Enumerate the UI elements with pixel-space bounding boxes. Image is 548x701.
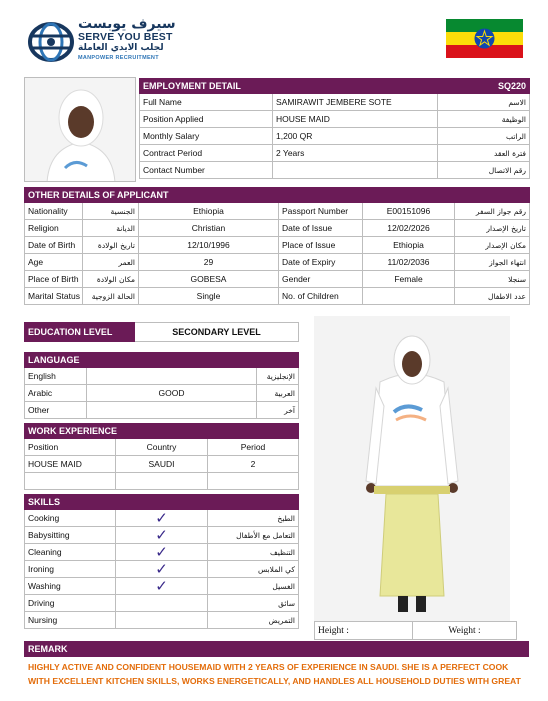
employment-detail-header: EMPLOYMENT DETAIL (140, 79, 438, 94)
field-label: Monthly Salary (140, 128, 273, 145)
table-row (25, 288, 530, 305)
applicant-photo-full (314, 316, 510, 621)
other-details-table (24, 187, 530, 305)
field-label: Position Applied (140, 111, 273, 128)
checkmark-icon: ✓ (155, 560, 168, 578)
field-value: Ethiopia (139, 203, 279, 220)
column-header: Position (25, 439, 116, 456)
education-level-value: SECONDARY LEVEL (135, 323, 299, 342)
field-value: Single (139, 288, 279, 305)
field-label-arabic: الديانة (83, 220, 139, 237)
logo-arabic-name: سيرف يوبست (78, 16, 176, 32)
table-row (25, 237, 530, 254)
field-label-arabic: الاسم (438, 94, 530, 111)
checkmark-icon: ✓ (155, 577, 168, 595)
skill-check-cell (116, 578, 208, 595)
table-row (140, 162, 530, 179)
language-name-arabic: العربية (257, 385, 299, 402)
field-label: Religion (25, 220, 83, 237)
table-row (25, 402, 299, 419)
field-value: E00151096 (363, 203, 455, 220)
field-label-arabic: العمر (83, 254, 139, 271)
measurements-table (314, 621, 517, 640)
remark-text (28, 660, 528, 688)
remark-line: HIGHLY ACTIVE AND CONFIDENT HOUSEMAID WITH 2 YEARS OF EXPERIENCE IN SAUDI. SHE IS A PERFECT COOK (28, 662, 509, 672)
applicant-full-body-image (314, 316, 510, 621)
education-level-label: EDUCATION LEVEL (25, 323, 135, 342)
applicant-photo-small (24, 77, 136, 182)
table-row (140, 145, 530, 162)
reference-code: SQ220 (438, 79, 530, 94)
table-cell (116, 473, 208, 490)
table-row (25, 203, 530, 220)
field-label: Marital Status (25, 288, 83, 305)
language-name-arabic: آخر (257, 402, 299, 419)
field-label: Nationality (25, 203, 83, 220)
language-name-arabic: الإنجليزية (257, 368, 299, 385)
skill-check-cell (116, 561, 208, 578)
table-cell: HOUSE MAID (25, 456, 116, 473)
language-name: Other (25, 402, 87, 419)
field-label: Passport Number (279, 203, 363, 220)
language-header: LANGUAGE (25, 353, 299, 368)
field-value: Ethiopia (363, 237, 455, 254)
skill-name: Nursing (25, 612, 116, 629)
skill-check-cell (116, 612, 208, 629)
remark-line: WITH EXCELLENT KITCHEN SKILLS, WORKS ENERGETICALLY, AND HANDLES ALL HOUSEHOLD DUTIES WITH GREAT (28, 676, 521, 686)
skill-name-arabic: التنظيف (208, 544, 299, 561)
field-value (273, 162, 438, 179)
field-label-arabic: رقم الاتصال (438, 162, 530, 179)
skill-name-arabic: الغسيل (208, 578, 299, 595)
skill-check-cell (116, 595, 208, 612)
field-value: 12/02/2026 (363, 220, 455, 237)
table-row (25, 510, 299, 527)
table-row (25, 254, 530, 271)
field-value: HOUSE MAID (273, 111, 438, 128)
work-experience-table (24, 423, 299, 490)
table-row (25, 544, 299, 561)
skill-name: Ironing (25, 561, 116, 578)
field-value: Christian (139, 220, 279, 237)
table-row (140, 111, 530, 128)
remark-header: REMARK (24, 641, 529, 657)
field-label: Place of Birth (25, 271, 83, 288)
language-level (87, 402, 257, 419)
skill-check-cell (116, 544, 208, 561)
field-label-arabic: تاريخ الإصدار (455, 220, 530, 237)
field-label-arabic: عدد الاطفال (455, 288, 530, 305)
column-header: Country (116, 439, 208, 456)
table-row (25, 527, 299, 544)
other-details-header: OTHER DETAILS OF APPLICANT (25, 188, 530, 203)
height-label: Height : (315, 622, 413, 640)
field-value: 11/02/2036 (363, 254, 455, 271)
language-name: English (25, 368, 87, 385)
field-value: 2 Years (273, 145, 438, 162)
table-row (25, 595, 299, 612)
field-label-arabic: سنجلا (455, 271, 530, 288)
table-row (25, 456, 299, 473)
field-label: Contact Number (140, 162, 273, 179)
field-value: GOBESA (139, 271, 279, 288)
field-label: Full Name (140, 94, 273, 111)
skill-name-arabic: التمريض (208, 612, 299, 629)
skills-header: SKILLS (25, 495, 299, 510)
applicant-portrait-image (25, 78, 136, 182)
skills-table (24, 494, 299, 629)
work-experience-header: WORK EXPERIENCE (25, 424, 299, 439)
logo-english-subtitle: MANPOWER RECRUITMENT (78, 55, 159, 61)
table-row (25, 271, 530, 288)
field-label-arabic: مكان الإصدار (455, 237, 530, 254)
skill-name: Cleaning (25, 544, 116, 561)
field-label: Age (25, 254, 83, 271)
skill-name-arabic: سائق (208, 595, 299, 612)
table-cell (25, 473, 116, 490)
field-label-arabic: رقم جواز السفر (455, 203, 530, 220)
table-row (25, 561, 299, 578)
language-name: Arabic (25, 385, 87, 402)
ethiopia-flag-icon (446, 19, 523, 58)
language-table (24, 352, 299, 419)
field-label-arabic: انتهاء الجواز (455, 254, 530, 271)
field-label: Place of Issue (279, 237, 363, 254)
checkmark-icon: ✓ (155, 509, 168, 527)
table-row (25, 220, 530, 237)
field-value (363, 288, 455, 305)
table-row (25, 578, 299, 595)
field-label-arabic: الراتب (438, 128, 530, 145)
table-header-row (25, 439, 299, 456)
field-label: No. of Children (279, 288, 363, 305)
field-value: 12/10/1996 (139, 237, 279, 254)
skill-name: Cooking (25, 510, 116, 527)
globe-logo-icon (28, 22, 74, 62)
checkmark-icon: ✓ (155, 526, 168, 544)
field-label: Date of Expiry (279, 254, 363, 271)
table-row (25, 612, 299, 629)
skill-name: Babysitting (25, 527, 116, 544)
logo-english-name: SERVE YOU BEST (78, 31, 173, 43)
language-level: GOOD (87, 385, 257, 402)
checkmark-icon: ✓ (155, 543, 168, 561)
table-row (140, 94, 530, 111)
field-value: SAMIRAWIT JEMBERE SOTE (273, 94, 438, 111)
skill-check-cell (116, 510, 208, 527)
field-label: Gender (279, 271, 363, 288)
skill-name: Washing (25, 578, 116, 595)
skill-check-cell (116, 527, 208, 544)
column-header: Period (208, 439, 299, 456)
field-value: 29 (139, 254, 279, 271)
field-label: Contract Period (140, 145, 273, 162)
field-label: Date of Birth (25, 237, 83, 254)
field-label-arabic: مكان الولادة (83, 271, 139, 288)
table-row (25, 385, 299, 402)
employment-detail-table (139, 78, 530, 179)
skill-name: Driving (25, 595, 116, 612)
table-row (25, 368, 299, 385)
table-row (140, 128, 530, 145)
skill-name-arabic: التعامل مع الأطفال (208, 527, 299, 544)
field-label-arabic: الجنسية (83, 203, 139, 220)
table-cell: SAUDI (116, 456, 208, 473)
field-label: Date of Issue (279, 220, 363, 237)
table-cell (208, 473, 299, 490)
table-cell: 2 (208, 456, 299, 473)
weight-label: Weight : (413, 622, 517, 640)
field-value: Female (363, 271, 455, 288)
logo-arabic-subtitle: لجلب الايدي العاملة (78, 43, 164, 53)
field-value: 1,200 QR (273, 128, 438, 145)
education-level-table (24, 322, 299, 342)
skill-name-arabic: الطبخ (208, 510, 299, 527)
table-row (25, 473, 299, 490)
field-label-arabic: الحالة الزوجية (83, 288, 139, 305)
field-label-arabic: تاريخ الولادة (83, 237, 139, 254)
language-level (87, 368, 257, 385)
field-label-arabic: الوظيفة (438, 111, 530, 128)
skill-name-arabic: كي الملابس (208, 561, 299, 578)
field-label-arabic: فترة العقد (438, 145, 530, 162)
